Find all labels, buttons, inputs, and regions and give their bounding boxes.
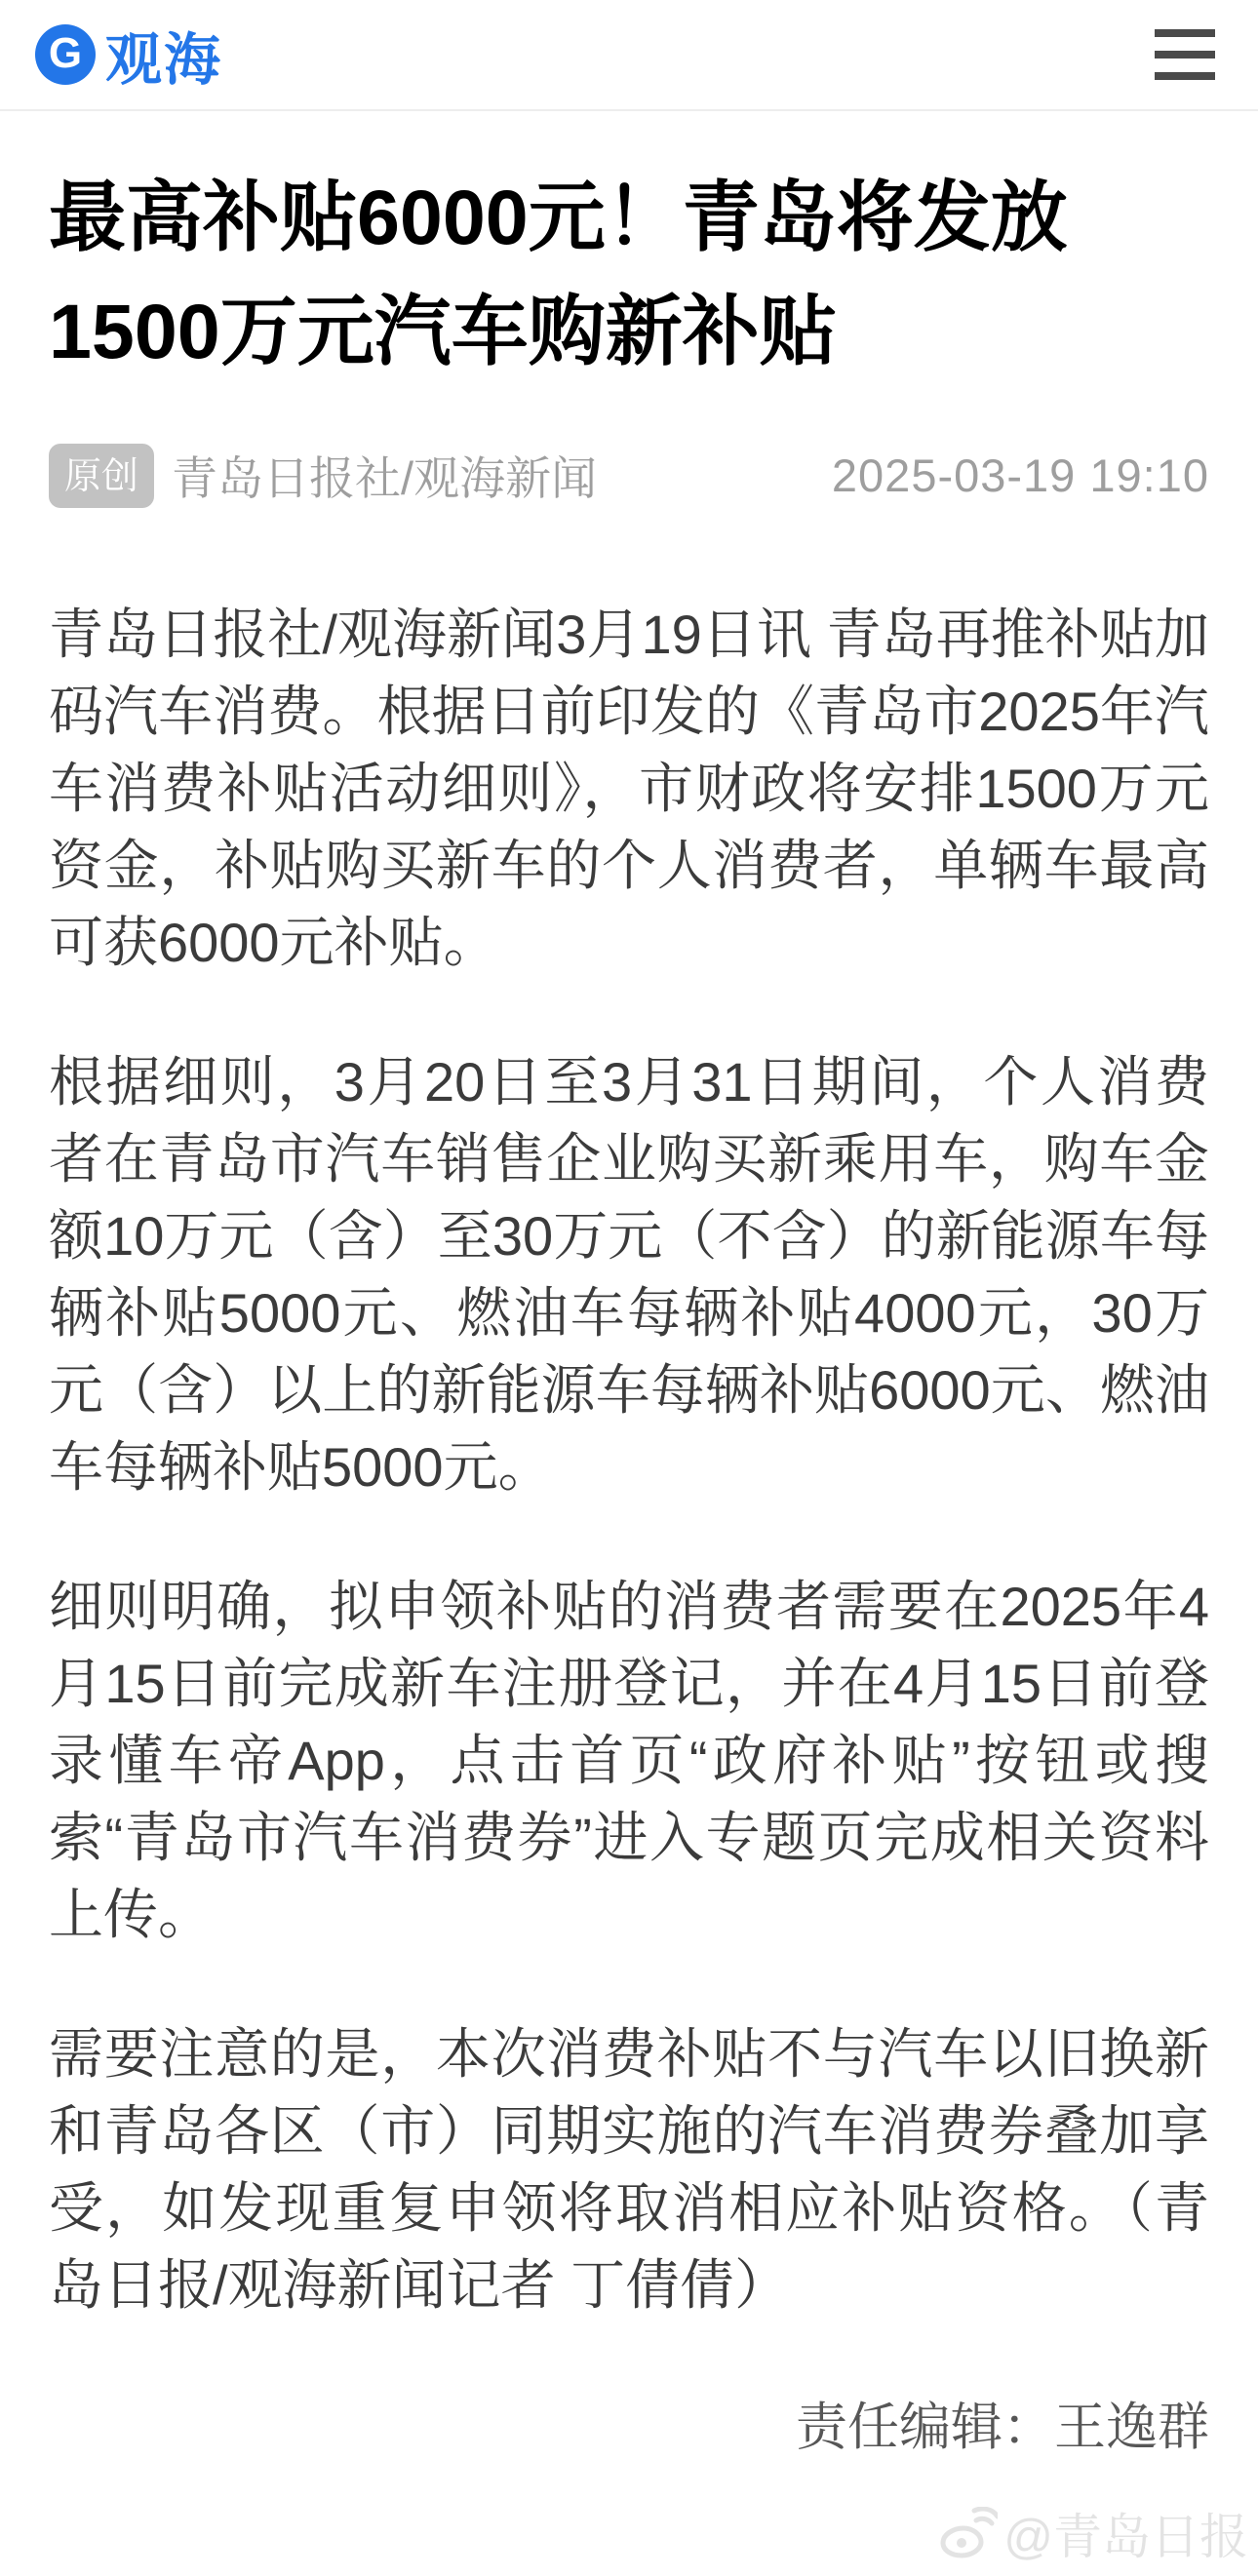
- menu-bar: [1155, 72, 1215, 80]
- guanhai-logo-icon: G: [35, 24, 96, 85]
- weibo-icon: [937, 2507, 998, 2559]
- guanhai-logo[interactable]: [35, 14, 222, 96]
- article-byline: [49, 443, 1209, 508]
- app-header: [0, 0, 1258, 111]
- article-page: [0, 160, 1258, 2460]
- article-paragraph: 根据细则，3月20日至3月31日期间，个人消费者在青岛市汽车销售企业购买新乘用车，购车金额10万元（含）至30万元（不含）的新能源车每辆补贴5000元、燃油车每辆补贴4000元，30万元（含）以上的新能源车每辆补贴6000元、燃油车每辆补贴5000元。: [49, 1051, 1209, 1498]
- article-paragraph: 细则明确，拟申领补贴的消费者需要在2025年4月15日前完成新车注册登记，并在4月15日前登录懂车帝App，点击首页“政府补贴”按钮或搜索“青岛市汽车消费券”进入专题页完成相关资料上传。: [49, 1576, 1209, 1945]
- weibo-watermark: [937, 2498, 1248, 2568]
- article-title: 最高补贴6000元！青岛将发放1500万元汽车购新补贴: [49, 174, 1068, 374]
- editor-credit: 责任编辑：王逸群: [796, 2399, 1209, 2456]
- weibo-watermark-text: @青岛日报: [1003, 2510, 1248, 2564]
- guanhai-logo-text: 观海: [105, 28, 223, 92]
- menu-icon[interactable]: [1155, 27, 1215, 82]
- menu-bar: [1155, 51, 1215, 59]
- article-paragraph: 需要注意的是，本次消费补贴不与汽车以旧换新和青岛各区（市）同期实施的汽车消费券叠加享受，如发现重复申领将取消相应补贴资格。（青岛日报/观海新闻记者 丁倩倩）: [49, 2023, 1209, 2316]
- original-badge: 原创: [49, 444, 154, 508]
- menu-bar: [1155, 29, 1215, 37]
- article-body: [49, 596, 1209, 2460]
- article-paragraph: 青岛日报社/观海新闻3月19日讯 青岛再推补贴加码汽车消费。根据日前印发的《青岛市2025年汽车消费补贴活动细则》，市财政将安排1500万元资金，补贴购买新车的个人消费者，单辆车最高可获6000元补贴。: [49, 604, 1210, 973]
- publish-datetime: 2025-03-19 19:10: [831, 449, 1209, 501]
- article-source[interactable]: 青岛日报社/观海新闻: [172, 452, 598, 504]
